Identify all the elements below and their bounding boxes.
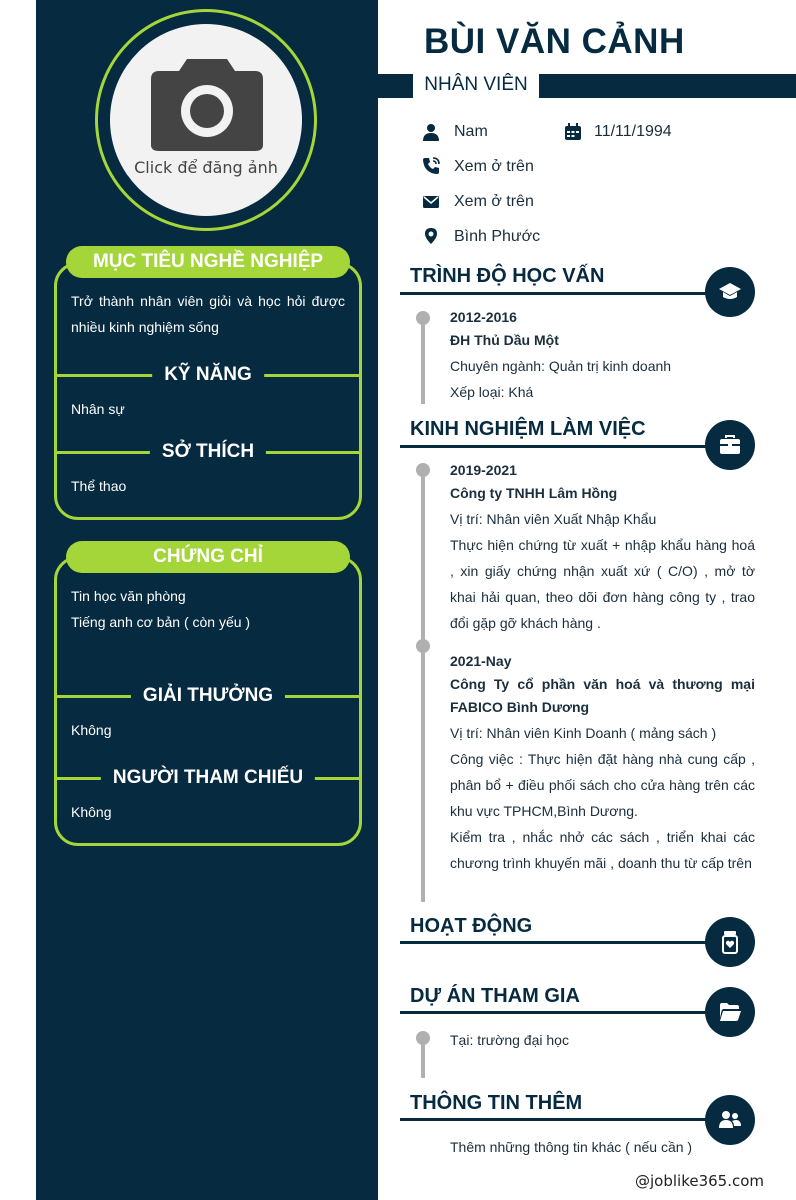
job-period: 2019-2021: [450, 462, 517, 478]
phone-value: Xem ở trên: [454, 158, 534, 175]
phone-icon: [422, 157, 440, 175]
skills-text: Nhân sự: [71, 401, 125, 417]
awards-text: Không: [71, 722, 112, 738]
education-timeline: [421, 318, 425, 404]
timeline-dot: [416, 463, 430, 477]
experience-underline: [400, 445, 730, 448]
education-period: 2012-2016: [450, 309, 517, 325]
job-position: Vị trí: Nhân viên Xuất Nhập Khẩu: [450, 511, 657, 527]
timeline-dot: [416, 1031, 430, 1045]
education-title: TRÌNH ĐỘ HỌC VẤN: [410, 265, 605, 287]
timeline-dot: [416, 311, 430, 325]
users-icon: [718, 1108, 742, 1132]
calendar-icon: [564, 123, 582, 141]
hobbies-text: Thể thao: [71, 478, 127, 494]
birthday-value: 11/11/1994: [594, 123, 672, 140]
activities-underline: [400, 941, 730, 944]
job-description: Thực hiện chứng từ xuất + nhập khẩu hàng hoá , xin giấy chứng nhận xuất xứ ( C/O) , mở tờ khai hải quan, theo dõi đơn hàng công ty , trao đổi gặp gỡ khách hàng .: [450, 537, 755, 631]
avatar-caption[interactable]: Click để đăng ảnh: [134, 158, 278, 177]
references-title: NGƯỜI THAM CHIẾU: [101, 766, 315, 790]
skills-title: KỸ NĂNG: [152, 363, 264, 387]
experience-title: KINH NGHIỆM LÀM VIỆC: [410, 418, 646, 440]
career-goal-text: Trở thành nhân viên giỏi và học hỏi được nhiều kinh nghiệm sống: [71, 293, 345, 335]
hobbies-title: SỞ THÍCH: [150, 440, 266, 464]
briefcase-icon: [718, 433, 742, 457]
job-period: 2021-Nay: [450, 653, 512, 669]
projects-underline: [400, 1011, 730, 1014]
gender-value: Nam: [454, 123, 488, 140]
education-major: Chuyên ngành: Quản trị kinh doanh: [450, 358, 672, 374]
certificate-item: Tin học văn phòng: [71, 588, 186, 604]
graduation-cap-icon: [718, 280, 742, 304]
activity-jar-icon: [718, 930, 742, 954]
user-icon: [422, 123, 440, 141]
experience-timeline: [421, 470, 425, 902]
sidebar: [36, 0, 378, 1200]
awards-title: GIẢI THƯỞNG: [131, 684, 285, 708]
job-description: Công việc : Thực hiện đặt hàng nhà cung cấp , phân bổ + điều phối sách cho cửa hàng trên các khu vực TPHCM,Bình Dương.: [450, 751, 755, 819]
job-position: Vị trí: Nhân viên Kinh Doanh ( mảng sách ): [450, 725, 717, 741]
education-school: ĐH Thủ Dầu Một: [450, 332, 559, 348]
email-value: Xem ở trên: [454, 193, 534, 210]
footer-watermark: @joblike365.com: [635, 1172, 765, 1190]
certificates-title: CHỨNG CHỈ: [66, 541, 350, 573]
references-text: Không: [71, 804, 112, 820]
projects-text: Tại: trường đại học: [450, 1032, 569, 1048]
job-company: Công Ty cổ phần văn hoá và thương mại FABICO Bình Dương: [450, 676, 755, 715]
activities-icon-badge: [705, 917, 755, 967]
email-icon: [422, 193, 440, 211]
timeline-dot: [416, 639, 430, 653]
activities-title: HOẠT ĐỘNG: [410, 915, 533, 937]
location-icon: [422, 227, 440, 245]
projects-title: DỰ ÁN THAM GIA: [410, 985, 580, 1007]
extra-title: THÔNG TIN THÊM: [410, 1092, 583, 1114]
folder-open-icon: [718, 1000, 742, 1024]
job-description-2: Kiểm tra , nhắc nhở các sách , triển khai các chương trình khuyến mãi , doanh thu từ cấp trên: [450, 829, 755, 871]
certificate-item: Tiếng anh cơ bản ( còn yếu ): [71, 614, 251, 630]
extra-underline: [400, 1118, 730, 1121]
job-company: Công ty TNHH Lâm Hồng: [450, 485, 618, 501]
education-grade: Xếp loại: Khá: [450, 384, 534, 400]
camera-icon[interactable]: [149, 55, 265, 153]
extra-text: Thêm những thông tin khác ( nếu cần ): [450, 1139, 693, 1155]
candidate-name: BÙI VĂN CẢNH: [424, 22, 685, 61]
education-underline: [400, 292, 730, 295]
career-goal-title: MỤC TIÊU NGHỀ NGHIỆP: [66, 246, 350, 278]
candidate-role: NHÂN VIÊN: [413, 72, 539, 98]
address-value: Bình Phước: [454, 228, 541, 245]
